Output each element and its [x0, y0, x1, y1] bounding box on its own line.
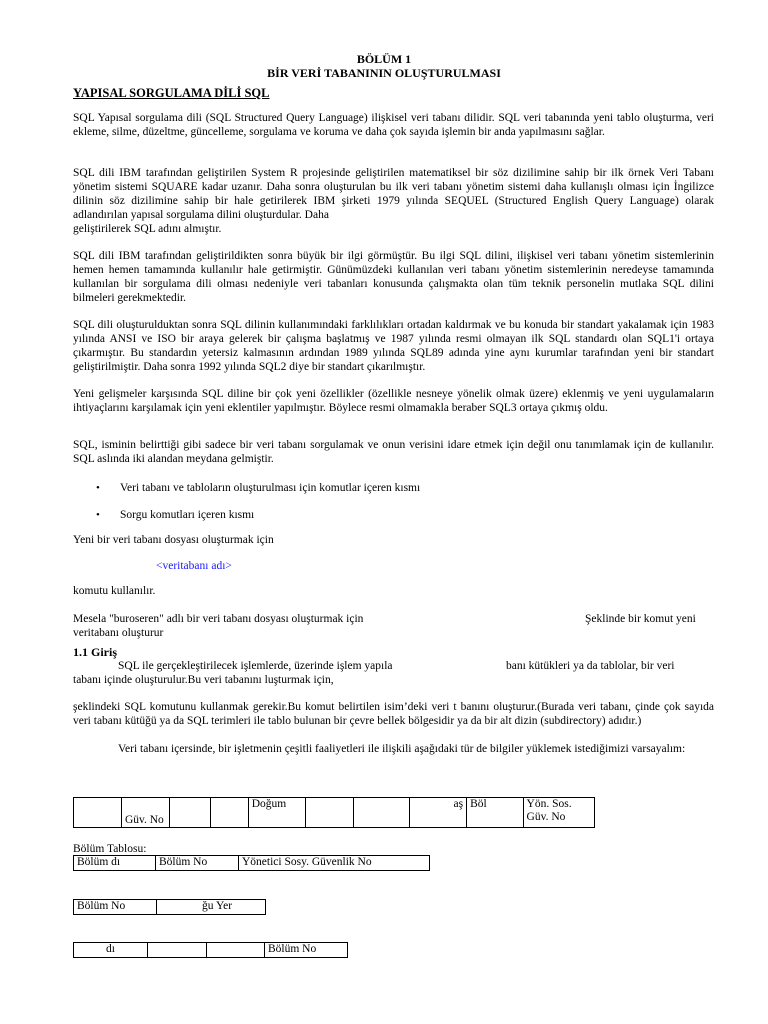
table-cell: [306, 798, 354, 828]
table-cell: Bölüm No: [156, 856, 239, 871]
employee-table: [73, 797, 595, 828]
paragraph-history-end: geliştirilerek SQL adını almıştır.: [73, 223, 222, 235]
table-cell: aş: [409, 798, 467, 828]
example-line-right: Şeklinde bir komut yeni: [585, 613, 696, 625]
paragraph-sql3: Yeni gelişmeler karşısında SQL diline bir çok yeni özellikler (özellikle nesneye yönelik olmak üzere) eklenmiş ve yeni uygulamaların ihtiyaçlarını karşılamak için yeni eklentiler yapılmıştır. Böylece resmi olmamakla beraber SQL3 ortaya çıkmış oldu.: [73, 388, 714, 414]
command-used-line: komutu kullanılır.: [73, 585, 156, 597]
paragraph-sql-parts: SQL, isminin belirttiği gibi sadece bir veri tabanı sorgulamak ve onun verisini idare etmek için değil onu tanımlamak için de kullanılır. SQL aslında iki alandan meydana gelmiştir.: [73, 439, 714, 465]
db-name-placeholder: <veritabanı adı>: [156, 560, 232, 572]
paragraph-standards: SQL dili oluşturulduktan sonra SQL dilinin kullanımındaki farklılıkları ortadan kaldırmak ve bu konuda bir standart yakalamak için 1983 yılında ANSI ve ISO bir araya gelerek bir çalışma başlatmış ve 1987 yılında resmi olmayan ilk SQL standardı olan SQL1'i ortaya çıkarmıştır. Bu standardın yetersiz kalmasının ardından 1989 yılında SQL89 adında yine aynı kurumlar tarafından yeni bir standart geliştirilmiştir. Daha sonra 1992 yılında SQL2 diye bir standart çıkarılmıştır.: [73, 319, 714, 373]
section-title: YAPISAL SORGULAMA DİLİ SQL: [73, 86, 270, 100]
table-cell: Yön. Sos. Güv. No: [523, 798, 594, 828]
table-cell: ğu Yer: [157, 900, 266, 915]
chapter-number: BÖLÜM 1: [356, 52, 412, 66]
table-cell: Böl: [467, 798, 523, 828]
example-line: Mesela "buroseren" adlı bir veri tabanı dosyası oluşturmak için: [73, 613, 364, 625]
bullet-item: Sorgu komutları içeren kısmı: [120, 509, 255, 521]
paragraph-intro: SQL Yapısal sorgulama dili (SQL Structured Query Language) ilişkisel veri tabanı dilidir. SQL veri tabanında yeni tablo oluşturma, veri ekleme, silme, düzeltme, güncelleme, sorgulama ve koruma ve daha çok sayıda işlemin bir anda yapılmasını sağlar.: [73, 112, 714, 138]
project-table: [73, 942, 348, 958]
chapter-title: BİR VERİ TABANININ OLUŞTURULMASI: [267, 66, 501, 80]
bullet-marker: •: [96, 482, 100, 494]
giris-heading: 1.1 Giriş: [73, 645, 117, 659]
create-db-line: Yeni bir veri tabanı dosyası oluşturmak için: [73, 534, 274, 546]
giris-paragraph-2: şeklindeki SQL komutunu kullanmak gerekir.Bu komut belirtilen isim’deki veri t banını oluşturur.(Burada veri tabanı, çinde çok sayıda veri tabanı kütüğü ya da SQL terimleri ile tablo bulunan bir çevre bellek bölgesidir ya da bir alt dizin (subdirectory) adıdır.): [73, 701, 714, 727]
table-cell: [211, 798, 248, 828]
table-cell: [169, 798, 211, 828]
bullet-marker: •: [96, 509, 100, 521]
table-cell: Doğum: [248, 798, 306, 828]
table-cell: Bölüm No: [74, 900, 157, 915]
department-table: [73, 855, 430, 871]
location-table: [73, 899, 266, 915]
giris-paragraph-3: Veri tabanı içersinde, bir işletmenin çeşitli faaliyetleri ile ilişkili aşağıdaki tür de bilgiler yüklemek istediğimizi varsayalım:: [118, 743, 686, 755]
table-cell: dı: [74, 943, 148, 958]
giris-line-2: tabanı içinde oluşturulur.Bu veri tabanını luşturmak için,: [73, 674, 334, 686]
table-cell: Güv. No: [121, 798, 169, 828]
table-cell: [74, 798, 122, 828]
giris-line-1a: SQL ile gerçekleştirilecek işlemlerde, üzerinde işlem yapıla: [118, 660, 393, 672]
table-cell: [148, 943, 207, 958]
paragraph-history: SQL dili IBM tarafından geliştirilen System R projesinde geliştirilen matematiksel bir söz dizilimine sahip bir ilk örnek Veri Tabanı yönetim sistemi SQUARE kadar uzanır. Daha sonra oluşturulan bu ilk veri tabanı yönetim sistemi daha kullanışlı olması için İngilizce dilinin söz dizilimine sahip bir hale getirilerek IBM şirketi 1979 yılında SEQUEL (Structured English Query Language) olarak adlandırılan yapısal sorgulama dilini oluşturdular. Daha: [73, 167, 714, 221]
department-table-caption: Bölüm Tablosu:: [73, 843, 147, 855]
giris-line-1b: banı kütükleri ya da tablolar, bir veri: [506, 660, 675, 672]
example-line-2: veritabanı oluşturur: [73, 627, 164, 639]
table-cell: [354, 798, 409, 828]
table-cell: Bölüm dı: [74, 856, 156, 871]
bullet-item: Veri tabanı ve tabloların oluşturulması için komutlar içeren kısmı: [120, 482, 421, 494]
table-cell: [207, 943, 265, 958]
paragraph-popularity: SQL dili IBM tarafından geliştirildikten sonra büyük bir ilgi görmüştür. Bu ilgi SQL dilini, ilişkisel veri tabanı yönetim sistemlerinin hemen hemen tamamında kullanılır hale getirmiştir. Günümüzdeki kullanılan veri tabanı yönetim sistemlerinin neredeyse tamamında kullanılan bir sorgulama dili olması nedeniyle veri tabanları konusunda çalışmakta olan tüm teknik personelin mutlaka SQL dilini bilmeleri gerekmektedir.: [73, 250, 714, 304]
table-cell: Yönetici Sosy. Güvenlik No: [239, 856, 430, 871]
table-cell: Bölüm No: [265, 943, 348, 958]
